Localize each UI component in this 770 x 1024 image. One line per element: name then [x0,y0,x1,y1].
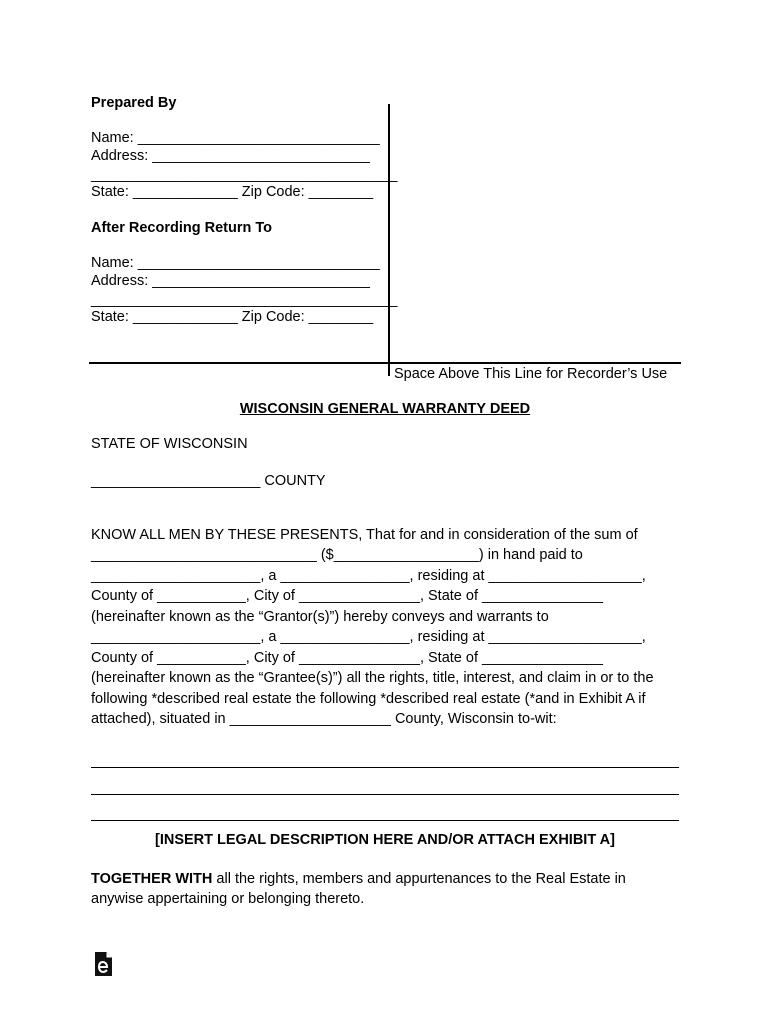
recorder-box-horizontal-line [89,362,681,364]
prepared-by-address-line2[interactable]: ______________________________________ [91,167,398,183]
document-logo-icon [93,951,113,977]
return-to-name-field[interactable]: Name: ______________________________ [91,255,380,271]
return-to-state-zip-field[interactable]: State: _____________ Zip Code: ________ [91,309,374,325]
after-recording-heading: After Recording Return To [91,220,272,236]
legal-description-line-1[interactable] [91,767,679,768]
return-to-address-field[interactable]: Address: ___________________________ [91,273,370,289]
body-line-9: following *described real estate the following *described real estate (*and in Exhibit A if [91,691,646,707]
body-line-1: KNOW ALL MEN BY THESE PRESENTS, That for and in consideration of the sum of [91,527,638,543]
together-with-text: all the rights, members and appurtenances to the Real Estate in [212,871,626,887]
prepared-by-name-field[interactable]: Name: ______________________________ [91,130,380,146]
together-with-label: TOGETHER WITH [91,871,213,887]
recorder-space-label: Space Above This Line for Recorder’s Use [394,366,668,382]
recorder-box-vertical-line [388,104,390,376]
legal-description-line-3[interactable] [91,820,679,821]
body-line-10[interactable]: attached), situated in ____________________ County, Wisconsin to-wit: [91,711,557,727]
return-to-address-line2[interactable]: ______________________________________ [91,292,398,308]
together-with-line-1 [91,870,626,888]
body-line-5: (hereinafter known as the “Grantor(s)”) hereby conveys and warrants to [91,609,549,625]
body-line-8: (hereinafter known as the “Grantee(s)”) all the rights, title, interest, and claim in or to the [91,670,654,686]
legal-description-line-2[interactable] [91,794,679,795]
county-field[interactable]: _____________________ COUNTY [91,473,326,489]
body-line-7[interactable]: County of ___________, City of _______________, State of _______________ [91,650,603,666]
together-with-line-2: anywise appertaining or belonging thereto. [91,891,365,907]
body-line-3[interactable]: _____________________, a ________________, residing at ___________________, [91,568,646,584]
prepared-by-state-zip-field[interactable]: State: _____________ Zip Code: ________ [91,184,374,200]
body-line-2[interactable]: ____________________________ ($__________________) in hand paid to [91,547,583,563]
prepared-by-address-field[interactable]: Address: ___________________________ [91,148,370,164]
state-line: STATE OF WISCONSIN [91,436,248,452]
body-line-6[interactable]: _____________________, a ________________, residing at ___________________, [91,629,646,645]
legal-description-placeholder: [INSERT LEGAL DESCRIPTION HERE AND/OR ATTACH EXHIBIT A] [155,832,615,848]
deed-title: WISCONSIN GENERAL WARRANTY DEED [239,401,531,417]
prepared-by-heading: Prepared By [91,95,177,111]
body-line-4[interactable]: County of ___________, City of _______________, State of _______________ [91,588,603,604]
